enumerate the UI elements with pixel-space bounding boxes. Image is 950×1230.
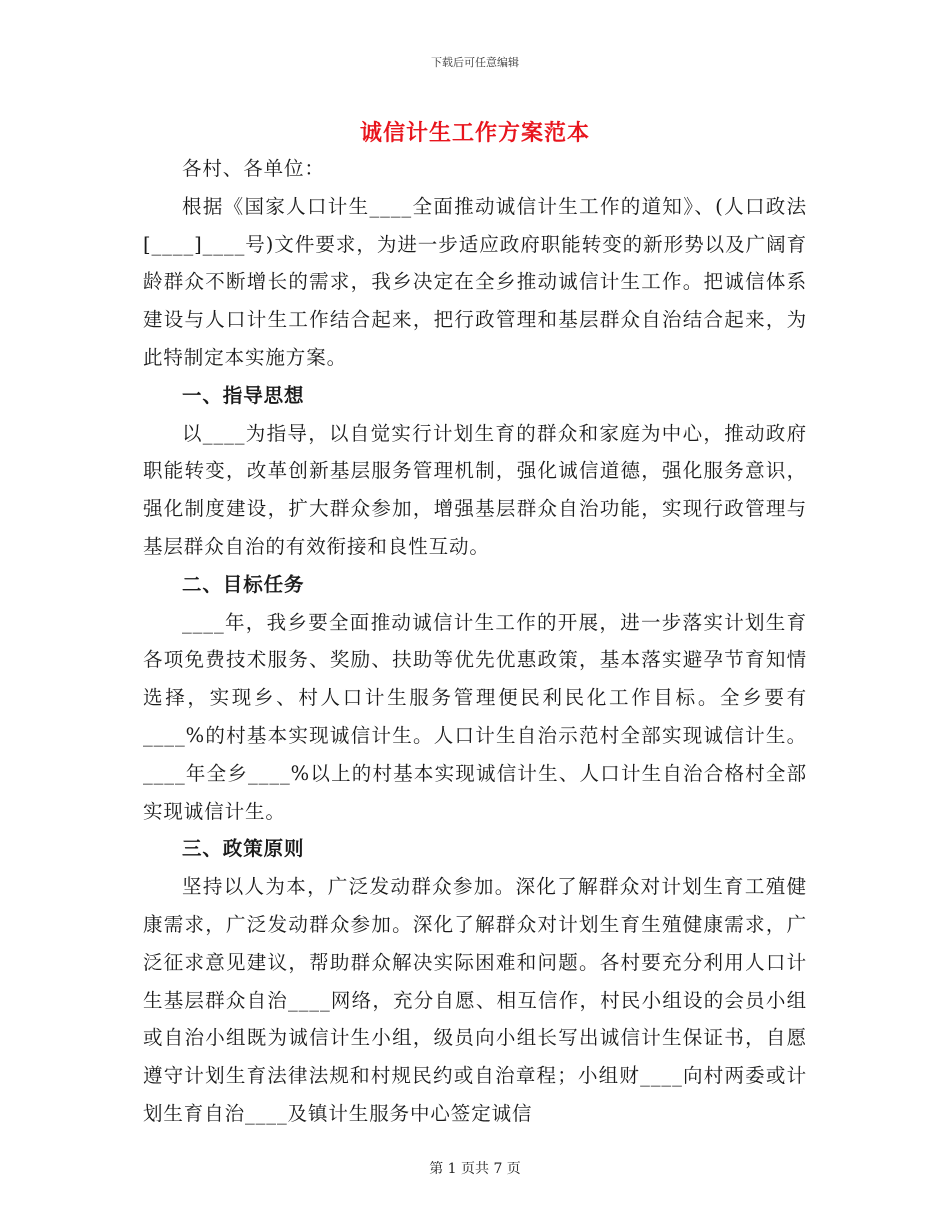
section-paragraph: 以____为指导，以自觉实行计划生育的群众和家庭为中心，推动政府职能转变，改革创新基层服务管理机制，强化诚信道德，强化服务意识，强化制度建设，扩大群众参加，增强基层群众自治功能，实现行政管理与基层群众自治的有效衔接和良性互动。: [143, 421, 807, 558]
document-body: [143, 150, 807, 1133]
section-heading: 一、指导思想: [182, 383, 305, 407]
section-heading: 二、目标任务: [182, 572, 305, 596]
header-note: 下载后可任意编辑: [431, 56, 519, 69]
section-paragraph: 坚持以人为本，广泛发动群众参加。深化了解群众对计划生育工殖健康需求，广泛发动群众参加。深化了解群众对计划生育生殖健康需求，广泛征求意见建议，帮助群众解决实际困难和问题。各村要充分利用人口计生基层群众自治____网络，充分自愿、相互信作，村民小组设的会员小组或自治小组既为诚信计生小组，级员向小组长写出诚信计生保证书，自愿遵守计划生育法律法规和村规民约或自治章程；小组财____向村两委或计划生育自治____及镇计生服务中心签定诚信: [143, 875, 807, 1125]
document-title: 诚信计生工作方案范本: [359, 120, 590, 146]
page-number: 第 1 页共 7 页: [429, 1161, 521, 1177]
intro-paragraph: 根据《国家人口计生____全面推动诚信计生工作的道知》、(人口政法[____]____号)文件要求，为进一步适应政府职能转变的新形势以及广阔育龄群众不断增长的需求，我乡决定在全乡推动诚信计生工作。把诚信体系建设与人口计生工作结合起来，把行政管理和基层群众自治结合起来，为此特制定本实施方案。: [143, 194, 807, 369]
section-paragraph: ____年，我乡要全面推动诚信计生工作的开展，进一步落实计划生育各项免费技术服务、奖励、扶助等优先优惠政策，基本落实避孕节育知情选择，实现乡、村人口计生服务管理便民利民化工作目标。全乡要有____%的村基本实现诚信计生。人口计生自治示范村全部实现诚信计生。____年全乡____%以上的村基本实现诚信计生、人口计生自治合格村全部实现诚信计生。: [143, 610, 807, 823]
section-heading: 三、政策原则: [182, 837, 305, 861]
salutation: 各村、各单位：: [182, 157, 325, 180]
